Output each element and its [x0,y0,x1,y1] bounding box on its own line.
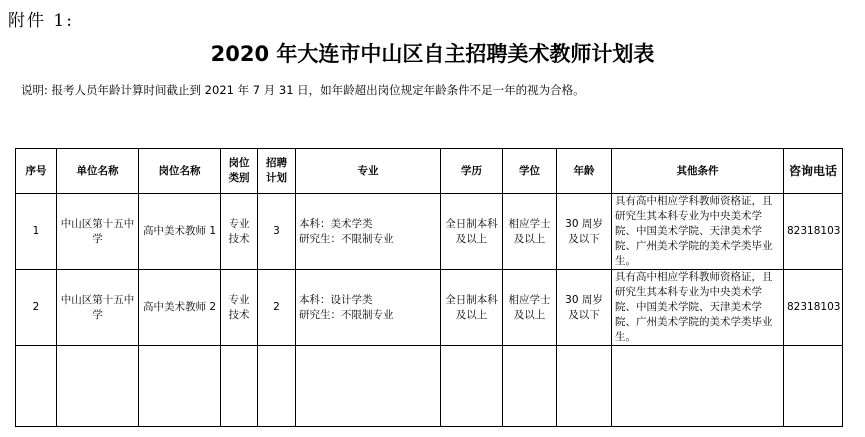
cell-unit: 中山区第十五中学 [57,270,139,346]
cell-degree: 相应学士及以上 [503,270,557,346]
page-title: 2020 年大连市中山区自主招聘美术教师计划表 [210,42,655,66]
header-phone: 咨询电话 [784,149,843,194]
empty-cell [221,346,258,427]
table-row-empty [16,346,843,427]
header-plan: 招聘计划 [258,149,296,194]
cell-position: 高中美术教师 1 [139,194,221,270]
attachment-label: 附件 1: [8,11,74,31]
empty-cell [612,346,784,427]
cell-plan: 3 [258,194,296,270]
cell-seq: 1 [16,194,57,270]
cell-education: 全日制本科及以上 [441,194,503,270]
cell-plan: 2 [258,270,296,346]
cell-unit: 中山区第十五中学 [57,194,139,270]
empty-cell [784,346,843,427]
header-major: 专业 [296,149,441,194]
header-position: 岗位名称 [139,149,221,194]
cell-education: 全日制本科及以上 [441,270,503,346]
empty-cell [503,346,557,427]
major-graduate: 研究生：不限制专业 [299,232,394,245]
major-undergrad: 本科：美术学类 [299,217,373,230]
cell-phone: 82318103 [784,194,843,270]
table-header-row [16,149,843,194]
header-education: 学历 [441,149,503,194]
empty-cell [57,346,139,427]
cell-major [296,194,441,270]
cell-age: 30 周岁及以下 [557,194,612,270]
empty-cell [258,346,296,427]
cell-other-conditions: 具有高中相应学科教师资格证，且研究生其本科专业为中央美术学院、中国美术学院、天津美术学院、广州美术学院的美术学类毕业生。 [612,270,784,346]
cell-position: 高中美术教师 2 [139,270,221,346]
table-row [16,194,843,270]
cell-category: 专业技术 [221,194,258,270]
explanation-note: 说明: 报考人员年龄计算时间截止到 2021 年 7 月 31 日，如年龄超出岗位规定年龄条件不足一年的视为合格。 [21,83,585,97]
header-seq: 序号 [16,149,57,194]
header-category: 岗位类别 [221,149,258,194]
empty-cell [441,346,503,427]
cell-seq: 2 [16,270,57,346]
header-degree: 学位 [503,149,557,194]
header-other: 其他条件 [612,149,784,194]
major-undergrad: 本科：设计学类 [299,293,373,306]
empty-cell [139,346,221,427]
empty-cell [296,346,441,427]
cell-phone: 82318103 [784,270,843,346]
cell-degree: 相应学士及以上 [503,194,557,270]
recruitment-plan-table [15,148,843,427]
cell-age: 30 周岁及以下 [557,270,612,346]
empty-cell [16,346,57,427]
table-row [16,270,843,346]
cell-major [296,270,441,346]
cell-other-conditions: 具有高中相应学科教师资格证，且研究生其本科专业为中央美术学院、中国美术学院、天津美术学院、广州美术学院的美术学类毕业生。 [612,194,784,270]
cell-category: 专业技术 [221,270,258,346]
empty-cell [557,346,612,427]
header-unit: 单位名称 [57,149,139,194]
header-age: 年龄 [557,149,612,194]
major-graduate: 研究生：不限制专业 [299,308,394,321]
